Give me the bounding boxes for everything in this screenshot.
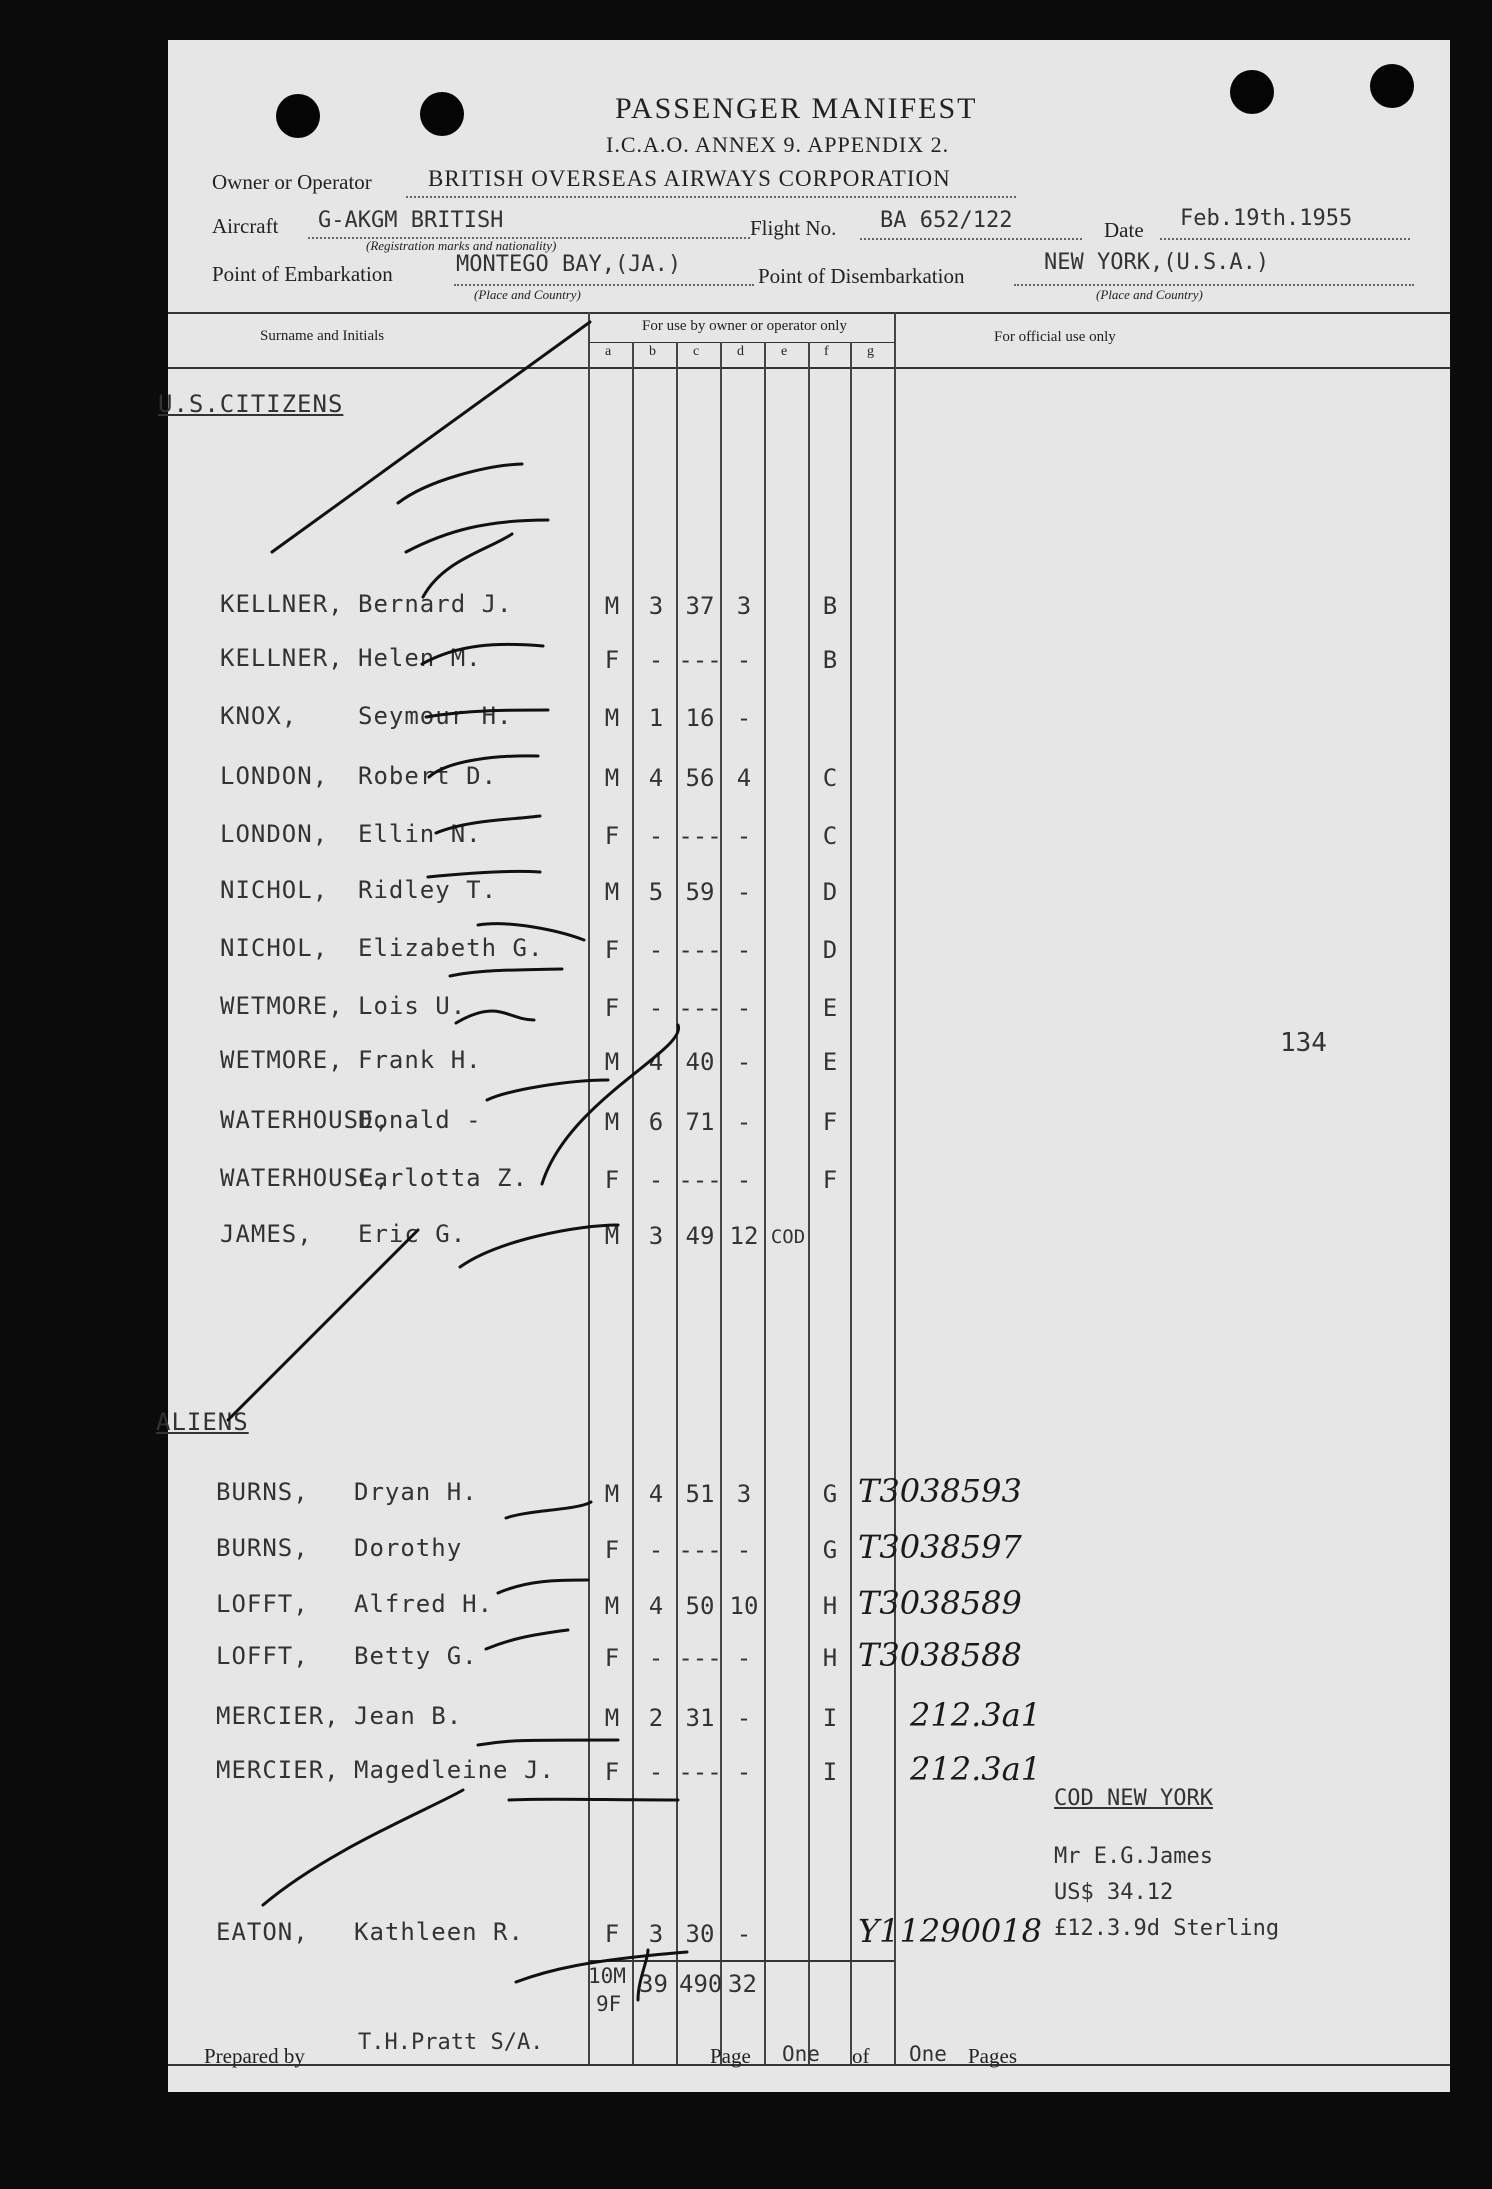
cell-d: 3 — [736, 592, 752, 620]
passenger-surname: WATERHOUSE, — [220, 1106, 390, 1134]
passenger-surname: KELLNER, — [220, 590, 344, 618]
cell-d: - — [736, 646, 752, 674]
cell-d: - — [736, 704, 752, 732]
cell-b: 4 — [648, 764, 664, 792]
cell-a: F — [604, 822, 620, 850]
passenger-surname: BURNS, — [216, 1478, 309, 1506]
cell-b: 2 — [648, 1704, 664, 1732]
cell-b: 6 — [648, 1108, 664, 1136]
cell-c: --- — [678, 1166, 722, 1194]
manifest-sheet — [156, 40, 1450, 2092]
cell-b: - — [648, 1166, 664, 1194]
page-value: One — [782, 2042, 820, 2066]
cell-a: M — [604, 592, 620, 620]
operator-use-header: For use by owner or operator only — [642, 318, 847, 334]
passenger-given-names: Frank H. — [358, 1046, 482, 1074]
date-value: Feb.19th.1955 — [1180, 206, 1353, 231]
pen-strokes — [168, 40, 1450, 2092]
passenger-surname: KELLNER, — [220, 644, 344, 672]
cod-name: Mr E.G.James — [1054, 1844, 1213, 1869]
cell-a: F — [604, 1166, 620, 1194]
cell-a: F — [604, 1920, 620, 1948]
cell-d: 3 — [736, 1480, 752, 1508]
passenger-given-names: Dryan H. — [354, 1478, 478, 1506]
total-male: 10M — [588, 1964, 626, 1988]
total-b: 39 — [639, 1970, 668, 1998]
cell-f: H — [822, 1644, 838, 1672]
handwritten-document-number: 212.3a1 — [910, 1750, 1042, 1788]
cell-c: 16 — [685, 704, 715, 732]
cell-d: - — [736, 878, 752, 906]
cod-sterling: £12.3.9d Sterling — [1054, 1916, 1280, 1941]
cell-c: 37 — [685, 592, 715, 620]
passenger-given-names: Magedleine J. — [354, 1756, 555, 1784]
handwritten-document-number: T3038588 — [858, 1636, 1022, 1674]
cell-f: C — [822, 764, 838, 792]
cell-b: - — [648, 1758, 664, 1786]
passenger-given-names: Donald - — [358, 1106, 482, 1134]
passenger-surname: WETMORE, — [220, 992, 344, 1020]
cell-f: G — [822, 1536, 838, 1564]
cell-d: 4 — [736, 764, 752, 792]
passenger-given-names: Alfred H. — [354, 1590, 494, 1618]
date-label: Date — [1104, 218, 1144, 242]
of-value: One — [909, 2042, 947, 2066]
total-female: 9F — [596, 1992, 622, 2016]
cell-d: - — [736, 1758, 752, 1786]
cell-f: B — [822, 592, 838, 620]
col-letter-g: g — [867, 344, 874, 359]
aircraft-label: Aircraft — [212, 214, 279, 238]
passenger-surname: NICHOL, — [220, 876, 329, 904]
passenger-surname: EATON, — [216, 1918, 309, 1946]
passenger-given-names: Ridley T. — [358, 876, 498, 904]
handwritten-document-number: 212.3a1 — [910, 1696, 1042, 1734]
cell-c: --- — [678, 994, 722, 1022]
aircraft-note: (Registration marks and nationality) — [366, 238, 557, 253]
cell-b: 5 — [648, 878, 664, 906]
cell-d: - — [736, 1166, 752, 1194]
passenger-surname: WATERHOUSE, — [220, 1164, 390, 1192]
passenger-surname: LOFFT, — [216, 1642, 309, 1670]
cell-d: - — [736, 1920, 752, 1948]
official-number: 134 — [1280, 1028, 1327, 1058]
cell-b: - — [648, 994, 664, 1022]
cell-a: F — [604, 1644, 620, 1672]
cell-a: M — [604, 878, 620, 906]
disembark-value: NEW YORK,(U.S.A.) — [1044, 250, 1270, 275]
cell-f: C — [822, 822, 838, 850]
cell-f: B — [822, 646, 838, 674]
passenger-given-names: Carlotta Z. — [358, 1164, 528, 1192]
cell-c: 40 — [685, 1048, 715, 1076]
col-letter-d: d — [737, 344, 744, 359]
cell-f: F — [822, 1108, 838, 1136]
cell-d: - — [736, 1048, 752, 1076]
flight-label: Flight No. — [750, 216, 837, 240]
passenger-surname: MERCIER, — [216, 1702, 340, 1730]
passenger-surname: LONDON, — [220, 762, 329, 790]
cell-b: 3 — [648, 592, 664, 620]
owner-value: BRITISH OVERSEAS AIRWAYS CORPORATION — [428, 166, 951, 191]
cod-heading: COD NEW YORK — [1054, 1786, 1213, 1811]
cell-c: --- — [678, 1644, 722, 1672]
cell-c: --- — [678, 936, 722, 964]
owner-label: Owner or Operator — [212, 170, 372, 194]
cell-d: - — [736, 1704, 752, 1732]
cell-e: COD — [770, 1226, 806, 1248]
cell-d: - — [736, 994, 752, 1022]
passenger-given-names: Robert D. — [358, 762, 498, 790]
cell-a: M — [604, 1592, 620, 1620]
passenger-given-names: Helen M. — [358, 644, 482, 672]
aircraft-value: G-AKGM BRITISH — [318, 208, 504, 233]
passenger-surname: BURNS, — [216, 1534, 309, 1562]
passenger-surname: LONDON, — [220, 820, 329, 848]
prepared-label: Prepared by — [204, 2044, 305, 2068]
cell-f: I — [822, 1758, 838, 1786]
cell-c: 59 — [685, 878, 715, 906]
cell-d: 10 — [729, 1592, 759, 1620]
surname-header: Surname and Initials — [260, 328, 385, 344]
cell-d: 12 — [729, 1222, 759, 1250]
passenger-surname: JAMES, — [220, 1220, 313, 1248]
passenger-surname: LOFFT, — [216, 1590, 309, 1618]
manifest-title: PASSENGER MANIFEST — [615, 92, 978, 125]
flight-value: BA 652/122 — [880, 208, 1013, 233]
cell-f: E — [822, 1048, 838, 1076]
passenger-given-names: Kathleen R. — [354, 1918, 524, 1946]
cell-b: 4 — [648, 1480, 664, 1508]
cell-c: --- — [678, 822, 722, 850]
handwritten-document-number: T3038597 — [858, 1528, 1022, 1566]
col-letter-c: c — [693, 344, 700, 359]
cod-usd: US$ 34.12 — [1054, 1880, 1174, 1905]
section-us-citizens: U.S.CITIZENS — [158, 390, 344, 418]
cell-c: 31 — [685, 1704, 715, 1732]
disembark-note: (Place and Country) — [1096, 287, 1203, 302]
cell-b: 4 — [648, 1592, 664, 1620]
cell-f: D — [822, 936, 838, 964]
cell-b: 1 — [648, 704, 664, 732]
total-c: 490 — [679, 1970, 723, 1998]
passenger-surname: MERCIER, — [216, 1756, 340, 1784]
passenger-surname: NICHOL, — [220, 934, 329, 962]
handwritten-document-number: T3038589 — [858, 1584, 1022, 1622]
cell-b: - — [648, 646, 664, 674]
cell-a: F — [604, 1536, 620, 1564]
cell-c: --- — [678, 646, 722, 674]
cell-c: 51 — [685, 1480, 715, 1508]
cell-a: M — [604, 1048, 620, 1076]
cell-c: 71 — [685, 1108, 715, 1136]
cell-c: 50 — [685, 1592, 715, 1620]
cell-a: M — [604, 764, 620, 792]
col-letter-b: b — [649, 344, 656, 359]
cell-f: F — [822, 1166, 838, 1194]
cell-a: F — [604, 646, 620, 674]
disembark-label: Point of Disembarkation — [758, 264, 965, 288]
cell-a: M — [604, 1480, 620, 1508]
passenger-surname: KNOX, — [220, 702, 298, 730]
cell-d: - — [736, 936, 752, 964]
cell-a: M — [604, 1108, 620, 1136]
total-d: 32 — [728, 1970, 757, 1998]
cell-a: F — [604, 1758, 620, 1786]
cell-d: - — [736, 822, 752, 850]
cell-f: E — [822, 994, 838, 1022]
official-use-header: For official use only — [994, 329, 1116, 345]
prepared-value: T.H.Pratt S/A. — [358, 2030, 544, 2055]
manifest-subtitle: I.C.A.O. ANNEX 9. APPENDIX 2. — [606, 132, 950, 157]
cell-c: 56 — [685, 764, 715, 792]
cell-b: 3 — [648, 1920, 664, 1948]
cell-a: M — [604, 1222, 620, 1250]
cell-b: - — [648, 936, 664, 964]
section-aliens: ALIENS — [156, 1408, 249, 1436]
passenger-given-names: Elizabeth G. — [358, 934, 544, 962]
of-label: of — [852, 2044, 870, 2068]
cell-b: - — [648, 1536, 664, 1564]
passenger-given-names: Ellin N. — [358, 820, 482, 848]
embark-value: MONTEGO BAY,(JA.) — [456, 252, 682, 277]
cell-a: F — [604, 994, 620, 1022]
passenger-given-names: Eric G. — [358, 1220, 467, 1248]
handwritten-document-number: T3038593 — [858, 1472, 1022, 1510]
embark-label: Point of Embarkation — [212, 262, 393, 286]
cell-d: - — [736, 1536, 752, 1564]
cell-a: M — [604, 1704, 620, 1732]
handwritten-document-number: Y11290018 — [858, 1912, 1042, 1950]
cell-d: - — [736, 1108, 752, 1136]
passenger-given-names: Jean B. — [354, 1702, 463, 1730]
col-letter-f: f — [824, 344, 829, 359]
passenger-given-names: Lois U. — [358, 992, 467, 1020]
cell-c: 30 — [685, 1920, 715, 1948]
cell-f: I — [822, 1704, 838, 1732]
col-letter-e: e — [781, 344, 788, 359]
pages-label: Pages — [968, 2044, 1017, 2068]
cell-a: F — [604, 936, 620, 964]
cell-a: M — [604, 704, 620, 732]
cell-f: D — [822, 878, 838, 906]
cell-c: --- — [678, 1758, 722, 1786]
passenger-given-names: Betty G. — [354, 1642, 478, 1670]
passenger-given-names: Bernard J. — [358, 590, 513, 618]
embark-note: (Place and Country) — [474, 287, 581, 302]
cell-b: - — [648, 822, 664, 850]
passenger-given-names: Dorothy — [354, 1534, 463, 1562]
cell-c: 49 — [685, 1222, 715, 1250]
cell-b: 3 — [648, 1222, 664, 1250]
cell-d: - — [736, 1644, 752, 1672]
cell-f: G — [822, 1480, 838, 1508]
page-label: Page — [710, 2044, 751, 2068]
cell-b: - — [648, 1644, 664, 1672]
cell-f: H — [822, 1592, 838, 1620]
cell-b: 4 — [648, 1048, 664, 1076]
passenger-given-names: Seymour H. — [358, 702, 513, 730]
cell-c: --- — [678, 1536, 722, 1564]
passenger-surname: WETMORE, — [220, 1046, 344, 1074]
col-letter-a: a — [605, 344, 612, 359]
